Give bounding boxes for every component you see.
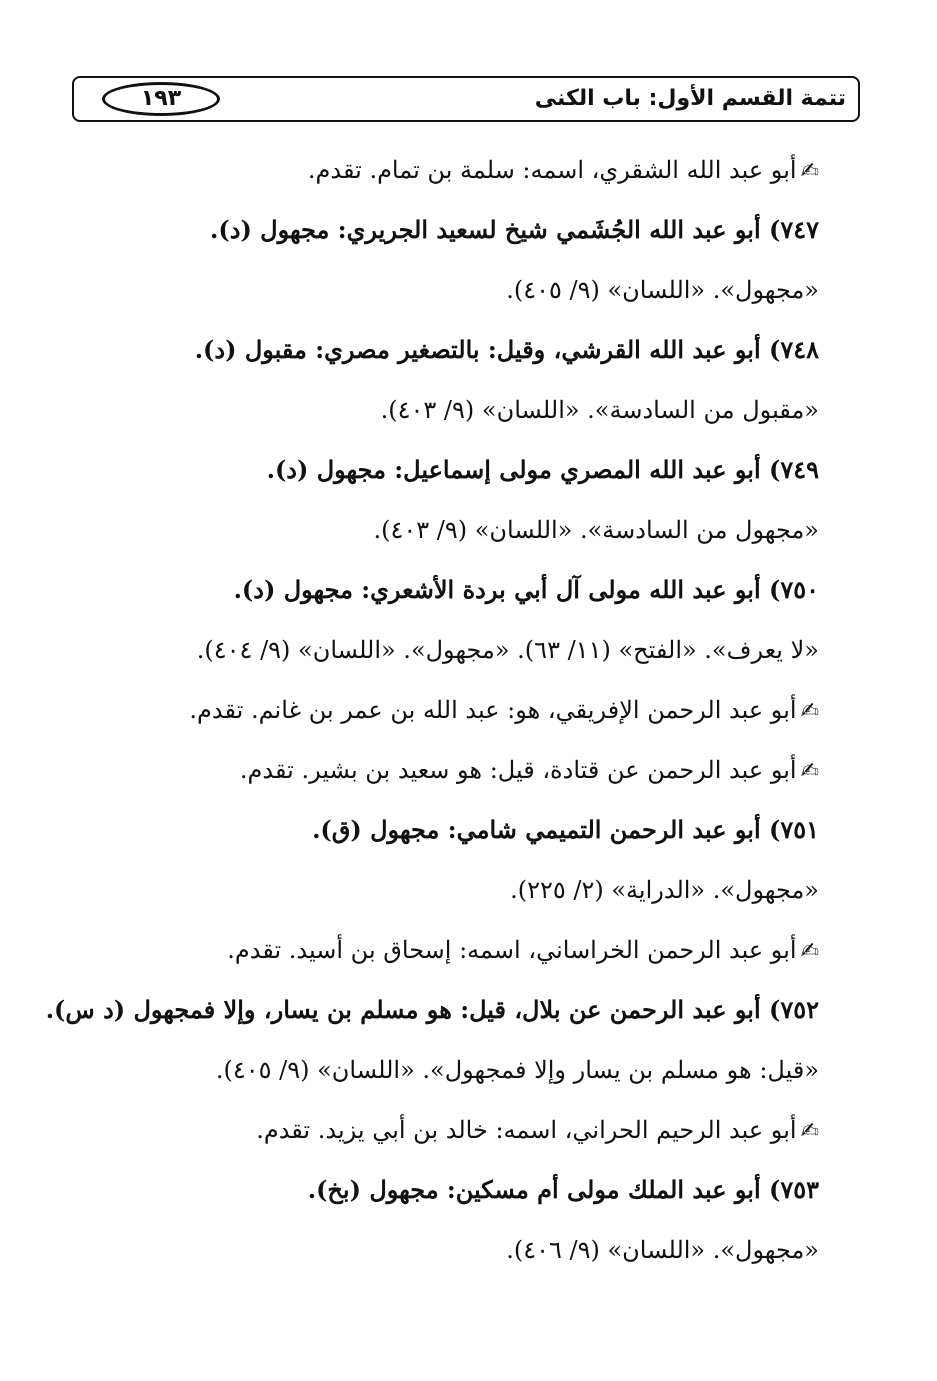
entry-text: «مجهول». «اللسان» (٩/ ٤٠٥). xyxy=(506,276,819,304)
entry-text: ٧٤٧) أبو عبد الله الجُشَمي شيخ لسعيد الجريري: مجهول (د). xyxy=(210,215,819,244)
entry-note xyxy=(506,1232,819,1268)
entry-text: ٧٤٩) أبو عبد الله المصري مولى إسماعيل: مجهول (د). xyxy=(266,455,819,484)
header-title: تتمة القسم الأول: باب الكنى xyxy=(534,86,846,111)
entry-text: ٧٥٠) أبو عبد الله مولى آل أبي بردة الأشعري: مجهول (د). xyxy=(233,575,819,604)
entry-heading xyxy=(234,572,819,608)
entry-text: أبو عبد الله الشقري، اسمه: سلمة بن تمام. تقدم. xyxy=(307,156,797,184)
entry-text: أبو عبد الرحيم الحراني، اسمه: خالد بن أبي يزيد. تقدم. xyxy=(256,1116,797,1144)
entry-text: «مجهول». «الدراية» (٢/ ٢٢٥). xyxy=(510,876,819,904)
entry-heading xyxy=(195,332,819,368)
entry-text: أبو عبد الرحمن الإفريقي، هو: عبد الله بن عمر بن غانم. تقدم. xyxy=(189,696,797,724)
pen-icon: ✍ xyxy=(800,159,819,184)
entry-text: أبو عبد الرحمن الخراساني، اسمه: إسحاق بن أسيد. تقدم. xyxy=(227,936,797,964)
entry-text: «مقبول من السادسة». «اللسان» (٩/ ٤٠٣). xyxy=(380,396,819,424)
pen-icon: ✍ xyxy=(800,759,819,784)
entry-note xyxy=(381,392,819,428)
entry-note xyxy=(510,872,819,908)
pen-icon: ✍ xyxy=(800,939,819,964)
entry-note xyxy=(197,632,819,668)
entry-heading xyxy=(210,212,819,248)
entry-cross-reference xyxy=(227,932,819,970)
pen-icon: ✍ xyxy=(800,699,819,724)
entry-heading xyxy=(312,812,819,848)
entry-text: أبو عبد الرحمن عن قتادة، قيل: هو سعيد بن بشير. تقدم. xyxy=(239,756,797,784)
entry-text: «لا يعرف». «الفتح» (١١/ ٦٣). «مجهول». «اللسان» (٩/ ٤٠٤). xyxy=(196,636,819,664)
entry-text: ٧٥١) أبو عبد الرحمن التميمي شامي: مجهول (ق). xyxy=(312,815,819,844)
entry-cross-reference xyxy=(189,692,819,730)
entry-note xyxy=(216,1052,819,1088)
entry-text: ٧٥٣) أبو عبد الملك مولى أم مسكين: مجهول (بخ). xyxy=(307,1175,819,1204)
entry-text: «مجهول من السادسة». «اللسان» (٩/ ٤٠٣). xyxy=(373,516,819,544)
entry-note xyxy=(373,512,819,548)
entry-cross-reference xyxy=(256,1112,819,1150)
entry-text: «قيل: هو مسلم بن يسار وإلا فمجهول». «اللسان» (٩/ ٤٠٥). xyxy=(215,1056,819,1084)
entry-heading xyxy=(46,992,819,1028)
pen-icon: ✍ xyxy=(800,1119,819,1144)
entry-text: ٧٥٢) أبو عبد الرحمن عن بلال، قيل: هو مسلم بن يسار، وإلا فمجهول (د س). xyxy=(45,995,819,1024)
entry-heading xyxy=(308,1172,819,1208)
page-number: ١٩٣ xyxy=(102,82,220,116)
entry-cross-reference xyxy=(308,152,819,190)
entry-cross-reference xyxy=(240,752,819,790)
entry-heading xyxy=(267,452,819,488)
entry-note xyxy=(506,272,819,308)
entry-text: ٧٤٨) أبو عبد الله القرشي، وقيل: بالتصغير مصري: مقبول (د). xyxy=(194,335,819,364)
entry-text: «مجهول». «اللسان» (٩/ ٤٠٦). xyxy=(506,1236,819,1264)
running-header xyxy=(72,76,860,122)
